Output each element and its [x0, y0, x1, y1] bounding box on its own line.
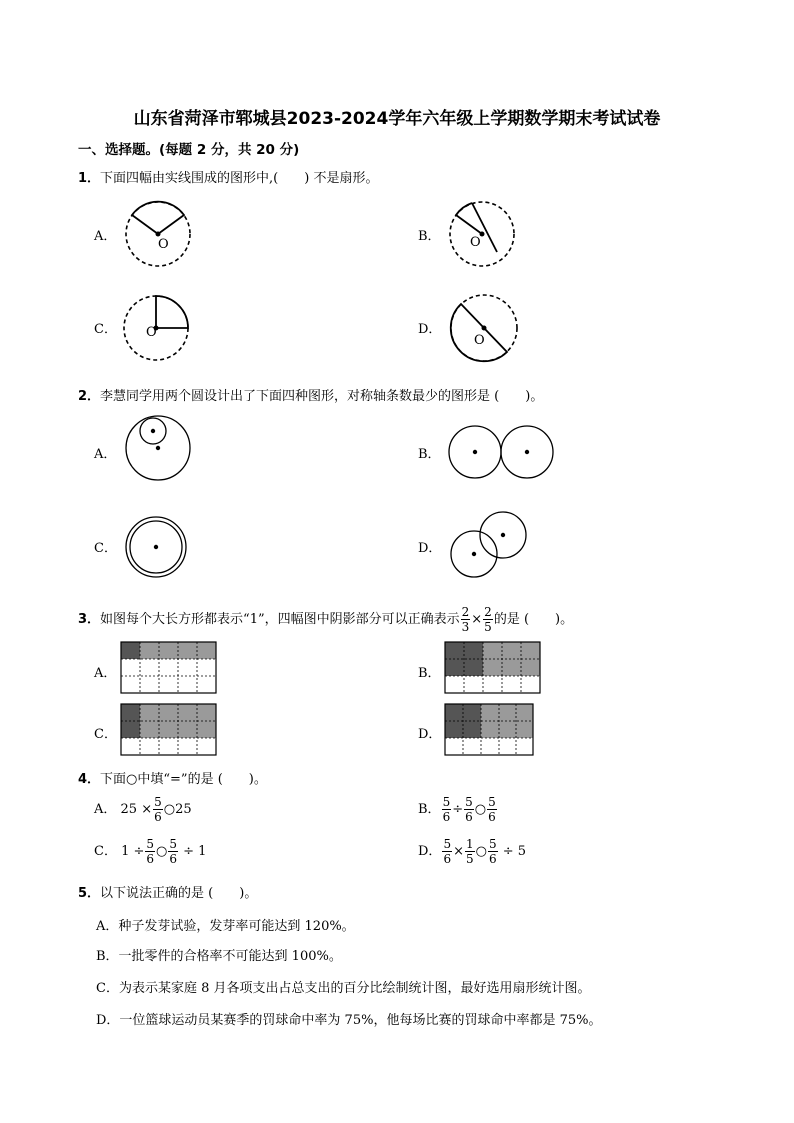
fraction: $\frac{2}{5}$	[484, 605, 492, 634]
option-label: A．	[94, 229, 117, 244]
center-label: O	[158, 237, 169, 252]
q4-option-d: D． $\frac{5}{6}$ × $\frac{1}{5}$ ○ $\frac{5}{6}$ ÷ 5	[418, 837, 527, 866]
question-text: 下面○中填“=”的是 ( )。	[100, 772, 267, 787]
q4-option-a: A． 25 × $\frac{5}{6}$ ○25	[94, 795, 192, 824]
question-number: 5．	[78, 886, 101, 901]
q2-figure-a	[120, 410, 200, 490]
question-text: 如图每个大长方形都表示“1”，四幅图中阴影部分可以正确表示	[100, 612, 460, 627]
question-text-end: 的是 ( )。	[493, 612, 574, 627]
q1-figure-b	[444, 196, 520, 272]
fraction: $\frac{2}{3}$	[461, 605, 470, 634]
option-label: A．	[94, 666, 117, 681]
q3-figure-c	[120, 703, 218, 757]
q3-figure-d	[444, 703, 536, 757]
question-number: 1．	[78, 171, 101, 186]
q2-figure-b	[444, 422, 560, 482]
q1-figure-a	[120, 196, 196, 272]
option-label: C．	[94, 727, 117, 742]
center-label: O	[470, 235, 481, 250]
question-text: 下面四幅由实线围成的图形中,( ) 不是扇形。	[100, 171, 379, 186]
question-number: 3．	[78, 612, 101, 627]
question-2	[78, 385, 543, 404]
center-label: O	[146, 325, 157, 340]
q4-option-c: C． 1 ÷ $\frac{5}{6}$ ○ $\frac{5}{6}$ ÷ 1	[94, 837, 207, 866]
option-label: D．	[418, 322, 442, 337]
option-label: D．	[418, 727, 442, 742]
q5-option-a: A．种子发芽试验，发芽率可能达到 120%。	[96, 919, 355, 934]
option-label: C．	[94, 541, 117, 556]
option-label: D．	[418, 541, 442, 556]
times-sign: ×	[471, 612, 483, 627]
option-label: C．	[94, 322, 117, 337]
question-1	[78, 167, 378, 186]
page-title: 山东省菏泽市郓城县2023-2024学年六年级上学期数学期末考试试卷	[133, 109, 661, 129]
option-label: B．	[418, 666, 441, 681]
option-label: A．	[94, 447, 117, 462]
q3-figure-b	[444, 641, 542, 695]
question-3	[78, 606, 573, 633]
option-label: B．	[418, 229, 441, 244]
center-label: O	[474, 333, 485, 348]
q5-option-c: C．为表示某家庭 8 月各项支出占总支出的百分比绘制统计图，最好选用扇形统计图。	[96, 981, 591, 996]
q5-option-d: D．一位篮球运动员某赛季的罚球命中率为 75%，他每场比赛的罚球命中率都是 75%。	[96, 1013, 602, 1028]
question-4	[78, 768, 267, 787]
question-5	[78, 882, 257, 901]
q4-option-b: B． $\frac{5}{6}$ ÷ $\frac{5}{6}$ ○ $\frac{5}{6}$	[418, 795, 496, 824]
q1-figure-c	[120, 290, 196, 366]
section-heading: 一、选择题。(每题 2 分，共 20 分)	[78, 142, 300, 158]
q3-figure-a	[120, 641, 218, 695]
question-text: 以下说法正确的是 ( )。	[100, 886, 258, 901]
question-text: 李慧同学用两个圆设计出了下面四种图形，对称轴条数最少的图形是 ( )。	[100, 389, 544, 404]
question-number: 2．	[78, 389, 101, 404]
q2-figure-d	[444, 506, 534, 586]
option-label: B．	[418, 447, 441, 462]
question-number: 4．	[78, 772, 101, 787]
q1-figure-d	[444, 290, 524, 370]
q5-option-b: B．一批零件的合格率不可能达到 100%。	[96, 949, 342, 964]
q2-figure-c	[120, 512, 192, 584]
